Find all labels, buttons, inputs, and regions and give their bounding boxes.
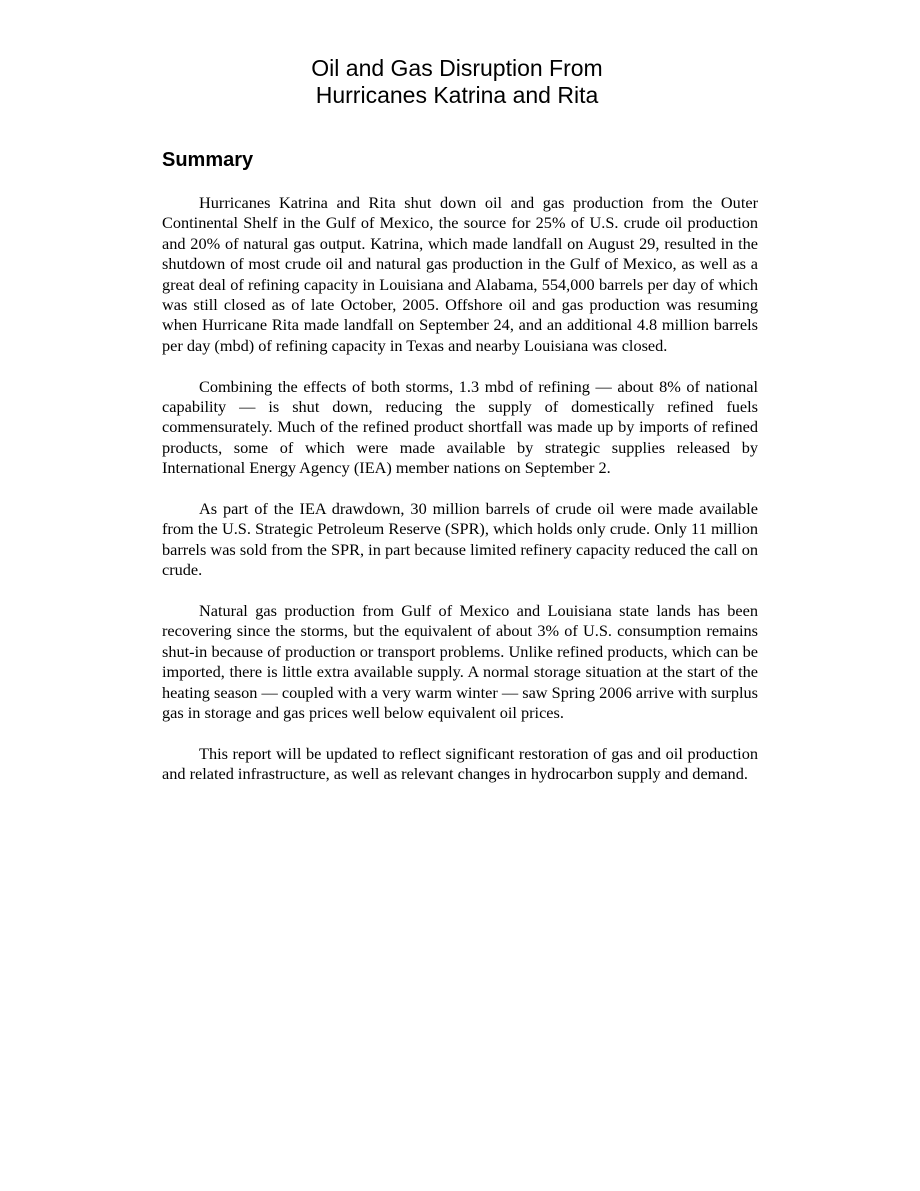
- summary-paragraph-4: Natural gas production from Gulf of Mexico and Louisiana state lands has been recovering since the storms, but the equivalent of about 3% of U.S. consumption remains shut-in because of production or transport problems. Unlike refined products, which can be imported, there is little extra available supply. A normal storage situation at the start of the heating season — coupled with a very warm winter — saw Spring 2006 arrive with surplus gas in storage and gas prices well below equivalent oil prices.: [162, 601, 758, 723]
- title-line-2: Hurricanes Katrina and Rita: [315, 82, 599, 108]
- document-title: [0, 55, 914, 109]
- summary-body: [162, 193, 758, 805]
- summary-heading: Summary: [162, 149, 254, 171]
- title-line-1: Oil and Gas Disruption From: [311, 55, 603, 81]
- summary-paragraph-5: This report will be updated to reflect significant restoration of gas and oil production and related infrastructure, as well as relevant changes in hydrocarbon supply and demand.: [162, 743, 758, 784]
- summary-paragraph-3: As part of the IEA drawdown, 30 million barrels of crude oil were made available from the U.S. Strategic Petroleum Reserve (SPR), which holds only crude. Only 11 million barrels was sold from the SPR, in part because limited refinery capacity reduced the call on crude.: [162, 499, 758, 580]
- summary-paragraph-1: Hurricanes Katrina and Rita shut down oil and gas production from the Outer Continental Shelf in the Gulf of Mexico, the source for 25% of U.S. crude oil production and 20% of natural gas output. Katrina, which made landfall on August 29, resulted in the shutdown of most crude oil and natural gas production in the Gulf of Mexico, as well as a great deal of refining capacity in Louisiana and Alabama, 554,000 barrels per day of which was still closed as of late October, 2005. Offshore oil and gas production was resuming when Hurricane Rita made landfall on September 24, and an additional 4.8 million barrels per day (mbd) of refining capacity in Texas and nearby Louisiana was closed.: [162, 193, 758, 355]
- summary-paragraph-2: Combining the effects of both storms, 1.3 mbd of refining — about 8% of national capability — is shut down, reducing the supply of domestically refined fuels commensurately. Much of the refined product shortfall was made up by imports of refined products, some of which were made available by strategic supplies released by International Energy Agency (IEA) member nations on September 2.: [162, 376, 758, 478]
